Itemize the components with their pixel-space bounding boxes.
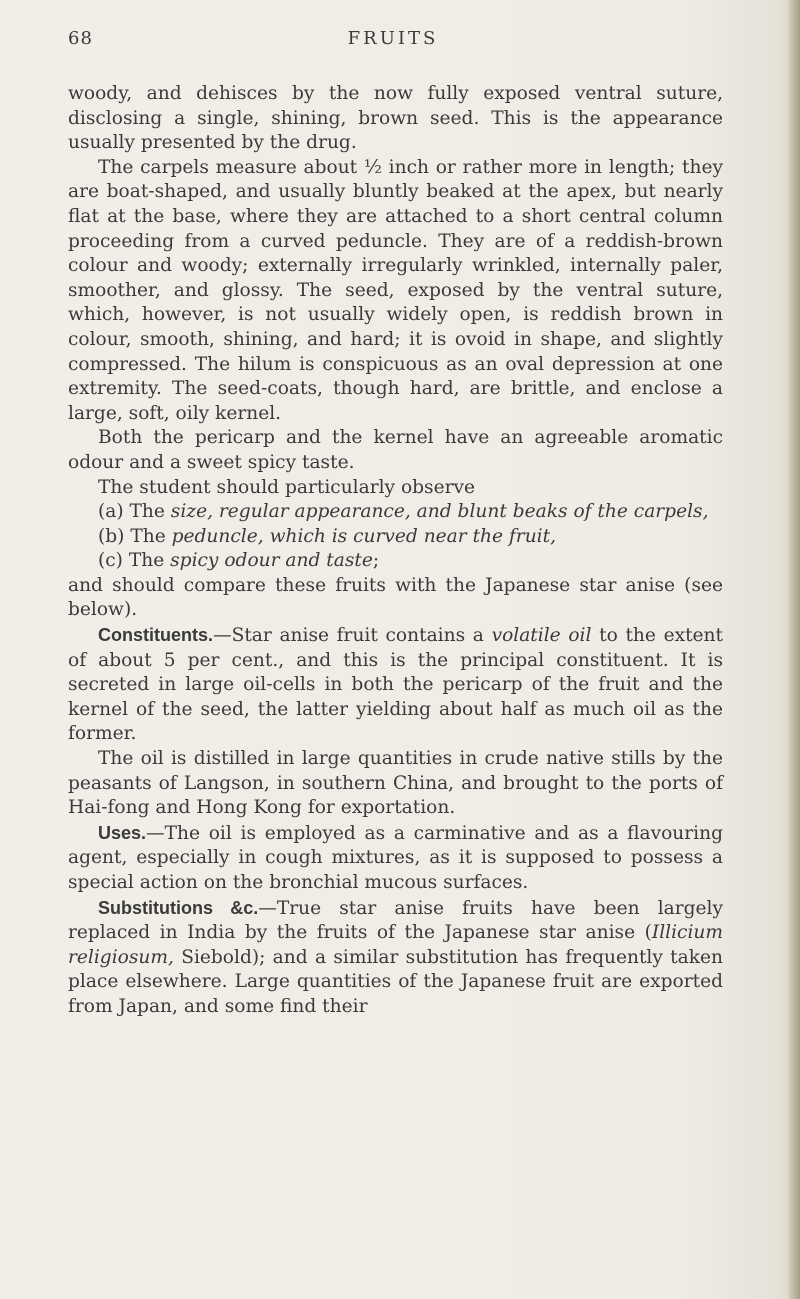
list-item-c	[68, 549, 723, 574]
constituents-text-1: —Star anise fruit contains a	[213, 625, 492, 647]
paragraph-observe: The student should particularly observe	[98, 476, 475, 498]
substitutions-text-2: Siebold); and a similar substitution has frequently taken place elsewhere. Large quantities of the Japanese fruit are exported from Japan, and some find their	[68, 946, 723, 1017]
list-item-b	[68, 525, 723, 550]
paragraph-distillation: The oil is distilled in large quantities in crude native stills by the peasants of Langson, in southern China, and brought to the ports of Hai-fong and Hong Kong for exportation.	[68, 748, 723, 819]
uses-text: —The oil is employed as a carminative and as a flavouring agent, especially in cough mixtures, as it is supposed to possess a special action on the bronchial mucous surfaces.	[68, 822, 723, 893]
list-item-c-end: ;	[372, 550, 380, 572]
constituents-text-2: to the extent of about 5 per cent., and this is the principal constituent. It is secreted in large oil-cells in both the pericarp of the fruit and the kernel of the seed, the latter yielding about half as much oil as the former.	[68, 625, 723, 745]
substitutions-text-1: —True star anise fruits have been largely replaced in India by the fruits of the Japanese star anise (	[68, 897, 724, 944]
paragraph-carpels: The carpels measure about ½ inch or rather more in length; they are boat-shaped, and usually bluntly beaked at the apex, but nearly flat at the base, where they are attached to a short central column proceeding from a curved peduncle. They are of a reddish-brown colour and woody; externally irregularly wrinkled, internally paler, smoother, and glossy. The seed, exposed by the ventral suture, which, however, is not usually widely open, is reddish brown in colour, smooth, shining, and hard; it is ovoid in shape, and slightly compressed. The hilum is conspicuous as an oval depression at one extremity. The seed-coats, though hard, are brittle, and enclose a large, soft, oily kernel.	[68, 156, 723, 424]
running-head: FRUITS	[347, 28, 439, 49]
body-text	[68, 82, 723, 1020]
paragraph-constituents	[68, 623, 723, 747]
heading-constituents: Constituents.	[98, 625, 213, 646]
list-item-b-label: (b) The	[98, 525, 172, 547]
page-number: 68	[68, 28, 93, 49]
substitutions-italic: Illicium religiosum,	[68, 922, 723, 968]
list-item-c-label: (c) The	[98, 550, 171, 572]
list-item-a	[68, 500, 723, 525]
list-item-c-text: spicy odour and taste	[170, 550, 373, 572]
paragraph-uses	[68, 821, 723, 896]
paragraph-continued: woody, and dehisces by the now fully exposed ventral suture, disclosing a single, shining, brown seed. This is the appearance usually presented by the drug.	[68, 83, 723, 154]
heading-uses: Uses.	[98, 822, 147, 843]
paragraph-odour: Both the pericarp and the kernel have an agreeable aromatic odour and a sweet spicy taste.	[68, 427, 723, 473]
list-item-a-text: size, regular appearance, and blunt beaks of the carpels,	[170, 501, 709, 523]
page-edge	[788, 0, 800, 1299]
page-header	[68, 28, 718, 58]
constituents-italic: volatile oil	[491, 625, 592, 647]
list-item-a-label: (a) The	[98, 501, 171, 523]
heading-substitutions: Substitutions &c.	[98, 897, 259, 918]
list-item-b-text: peduncle, which is curved near the fruit,	[171, 525, 557, 547]
paragraph-substitutions	[68, 896, 723, 1020]
paragraph-compare: and should compare these fruits with the Japanese star anise (see below).	[68, 574, 723, 621]
